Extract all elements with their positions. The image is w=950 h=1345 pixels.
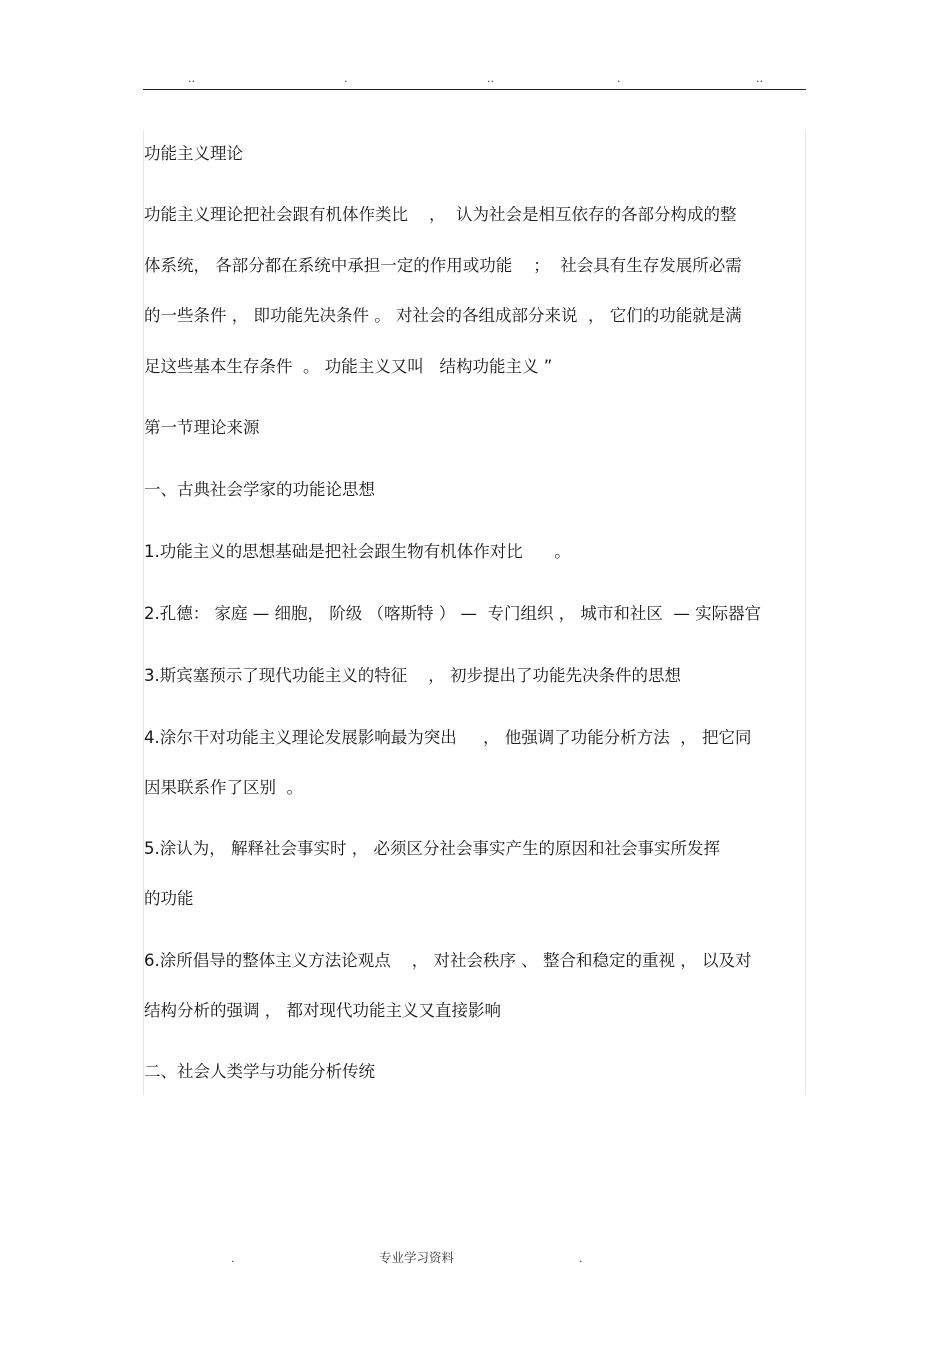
paragraph-line: 的一些条件 ， 即功能先决条件 。 对社会的各组成部分来说 ， 它们的功能就是满 <box>144 306 742 325</box>
subsection-heading: 二、社会人类学与功能分析传统 <box>144 1062 375 1081</box>
footer-dot-left: . <box>231 1252 235 1265</box>
paragraph-line: 足这些基本生存条件 。 功能主义又叫 结构功能主义 ” <box>144 357 553 376</box>
header-dot-3: .. <box>487 72 494 85</box>
list-item: 3.斯宾塞预示了现代功能主义的特征 ， 初步提出了功能先决条件的思想 <box>144 666 681 685</box>
page-header-dots <box>143 72 806 86</box>
list-item-continuation: 因果联系作了区别 。 <box>144 778 303 797</box>
list-item: 5.涂认为， 解释社会事实时 ， 必须区分社会事实产生的原因和社会事实所发挥 <box>144 839 720 858</box>
list-item: 4.涂尔干对功能主义理论发展影响最为突出 ， 他强调了功能分析方法 ， 把它同 <box>144 728 752 747</box>
header-dot-1: .. <box>188 72 195 85</box>
header-dot-5: .. <box>756 72 763 85</box>
list-item-continuation: 结构分析的强调 ， 都对现代功能主义又直接影响 <box>144 1001 501 1020</box>
header-dot-2: . <box>344 72 348 85</box>
footer-dot-right: . <box>579 1252 583 1265</box>
paragraph-line: 体系统， 各部分都在系统中承担一定的作用或功能 ； 社会具有生存发展所必需 <box>144 256 742 275</box>
header-dot-4: . <box>617 72 621 85</box>
footer-label: 专业学习资料 <box>379 1250 455 1265</box>
header-rule <box>143 89 806 90</box>
list-item-continuation: 的功能 <box>144 889 194 908</box>
section-heading: 第一节理论来源 <box>144 418 260 437</box>
list-item: 6.涂所倡导的整体主义方法论观点 ， 对社会秩序 、 整合和稳定的重视 ， 以及对 <box>144 951 752 970</box>
subsection-heading: 一、古典社会学家的功能论思想 <box>144 480 375 499</box>
list-item: 1.功能主义的思想基础是把社会跟生物有机体作对比 。 <box>144 542 571 561</box>
doc-title: 功能主义理论 <box>144 144 243 163</box>
paragraph-line: 功能主义理论把社会跟有机体作类比 ， 认为社会是相互依存的各部分构成的整 <box>144 205 737 224</box>
list-item: 2.孔德： 家庭 — 细胞， 阶级 （喀斯特 ） — 专门组织 ， 城市和社区 — 实际器官 <box>144 604 762 623</box>
